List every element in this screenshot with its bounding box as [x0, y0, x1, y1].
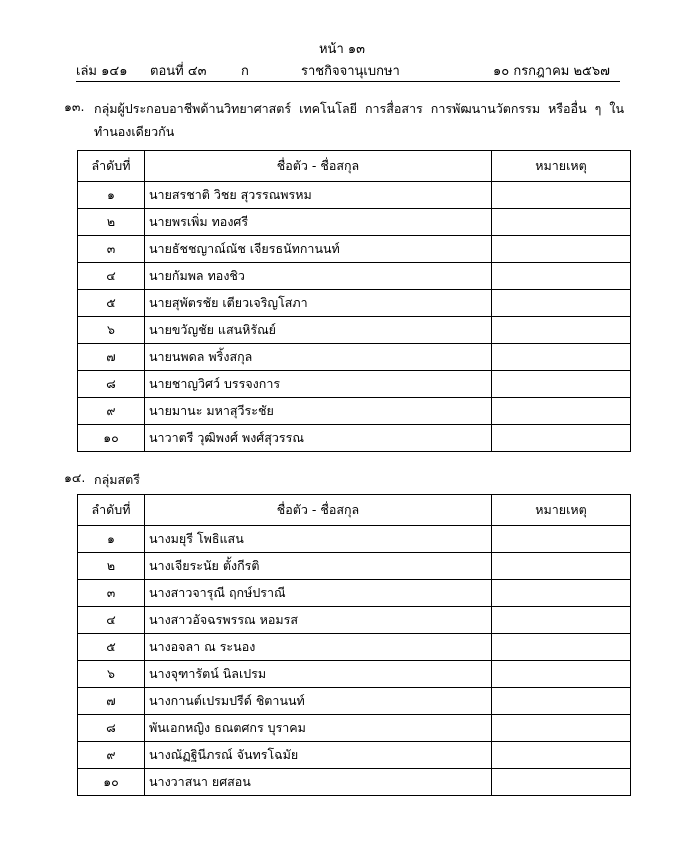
order-cell: ๔ [78, 263, 145, 290]
volume-label: เล่ม ๑๔๑ [76, 64, 128, 79]
name-cell: นายกัมพล ทองชิว [145, 263, 492, 290]
note-cell [492, 769, 631, 796]
part-label: ก [241, 64, 249, 79]
column-header-order: ลำดับที่ [78, 495, 145, 526]
name-cell: นายนพดล พริ้งสกุล [145, 344, 492, 371]
note-cell [492, 371, 631, 398]
name-cell: พันเอกหญิง ธณตศกร บุราคม [145, 715, 492, 742]
order-cell: ๑ [78, 182, 145, 209]
member-table [77, 494, 631, 796]
order-cell: ๔ [78, 607, 145, 634]
table-body [78, 182, 631, 452]
name-cell: นายพรเพิ่ม ทองศรี [145, 209, 492, 236]
order-cell: ๘ [78, 371, 145, 398]
name-cell: นางมยุรี โพธิแสน [145, 526, 492, 553]
table-row [78, 398, 631, 425]
name-cell: นางอจลา ณ ระนอง [145, 634, 492, 661]
note-cell [492, 425, 631, 452]
name-cell: นางกานต์เปรมปรีด์ ชิตานนท์ [145, 688, 492, 715]
name-cell: นายสุพัตรชัย เตียวเจริญโสภา [145, 290, 492, 317]
page-number: หน้า ๑๓ [318, 42, 366, 57]
name-cell: นายมานะ มหาสุวีระชัย [145, 398, 492, 425]
member-table [77, 150, 631, 452]
note-cell [492, 290, 631, 317]
table-row [78, 661, 631, 688]
table-row [78, 769, 631, 796]
table-header-row [78, 495, 631, 526]
name-cell: นายชาญวิศว์ บรรจงการ [145, 371, 492, 398]
publish-date: ๑๐ กรกฎาคม ๒๕๖๗ [493, 64, 610, 79]
note-cell [492, 553, 631, 580]
table-body [78, 526, 631, 796]
name-cell: นายสรชาติ วิชย สุวรรณพรหม [145, 182, 492, 209]
table-row [78, 580, 631, 607]
column-header-note: หมายเหตุ [492, 151, 631, 182]
note-cell [492, 209, 631, 236]
table-row [78, 526, 631, 553]
table-row [78, 182, 631, 209]
order-cell: ๑๐ [78, 425, 145, 452]
group-number: ๑๔. [64, 470, 86, 485]
table-row [78, 553, 631, 580]
order-cell: ๑๐ [78, 769, 145, 796]
table-row [78, 742, 631, 769]
gazette-title: ราชกิจจานุเบกษา [301, 64, 400, 79]
table-row [78, 371, 631, 398]
order-cell: ๓ [78, 580, 145, 607]
table-row [78, 209, 631, 236]
name-cell: นายขวัญชัย แสนหิรัณย์ [145, 317, 492, 344]
note-cell [492, 715, 631, 742]
table-row [78, 263, 631, 290]
name-cell: นางเจียระนัย ตั้งกีรติ [145, 553, 492, 580]
order-cell: ๗ [78, 688, 145, 715]
note-cell [492, 742, 631, 769]
group-title: กลุ่มผู้ประกอบอาชีพด้านวิทยาศาสตร์ เทคโนโลยี การสื่อสาร การพัฒนานวัตกรรม หรืออื่น ๆ ในทำนองเดียวกัน [94, 101, 624, 139]
name-cell: นางณัฏฐินีภรณ์ จันทรโฉมัย [145, 742, 492, 769]
table-header-row [78, 151, 631, 182]
name-cell: นางสาวอัจฉรพรรณ หอมรส [145, 607, 492, 634]
order-cell: ๖ [78, 317, 145, 344]
order-cell: ๑ [78, 526, 145, 553]
order-cell: ๕ [78, 290, 145, 317]
order-cell: ๙ [78, 742, 145, 769]
table-row [78, 290, 631, 317]
section-label: ตอนที่ ๔๓ [150, 64, 207, 79]
order-cell: ๕ [78, 634, 145, 661]
note-cell [492, 263, 631, 290]
gazette-header [0, 60, 684, 78]
order-cell: ๘ [78, 715, 145, 742]
table-row [78, 688, 631, 715]
order-cell: ๒ [78, 209, 145, 236]
order-cell: ๙ [78, 398, 145, 425]
order-cell: ๗ [78, 344, 145, 371]
table-row [78, 425, 631, 452]
note-cell [492, 634, 631, 661]
table-row [78, 715, 631, 742]
name-cell: นาวาตรี วุฒิพงศ์ พงศ์สุวรรณ [145, 425, 492, 452]
note-cell [492, 344, 631, 371]
note-cell [492, 317, 631, 344]
table-row [78, 344, 631, 371]
note-cell [492, 607, 631, 634]
name-cell: นางจุฑารัตน์ นิลเปรม [145, 661, 492, 688]
column-header-name: ชื่อตัว - ชื่อสกุล [145, 495, 492, 526]
table-row [78, 634, 631, 661]
header-divider [76, 81, 620, 82]
order-cell: ๖ [78, 661, 145, 688]
name-cell: นางวาสนา ยศสอน [145, 769, 492, 796]
table-row [78, 236, 631, 263]
table-row [78, 607, 631, 634]
group-title: กลุ่มสตรี [94, 472, 140, 487]
name-cell: นายธัชชญาณ์ณัช เจียรธนัทกานนท์ [145, 236, 492, 263]
note-cell [492, 688, 631, 715]
note-cell [492, 580, 631, 607]
column-header-name: ชื่อตัว - ชื่อสกุล [145, 151, 492, 182]
note-cell [492, 398, 631, 425]
column-header-note: หมายเหตุ [492, 495, 631, 526]
note-cell [492, 236, 631, 263]
column-header-order: ลำดับที่ [78, 151, 145, 182]
order-cell: ๓ [78, 236, 145, 263]
order-cell: ๒ [78, 553, 145, 580]
note-cell [492, 661, 631, 688]
note-cell [492, 182, 631, 209]
group-number: ๑๓. [64, 99, 85, 114]
name-cell: นางสาวจารุณี ฤกษ์ปราณี [145, 580, 492, 607]
table-row [78, 317, 631, 344]
note-cell [492, 526, 631, 553]
